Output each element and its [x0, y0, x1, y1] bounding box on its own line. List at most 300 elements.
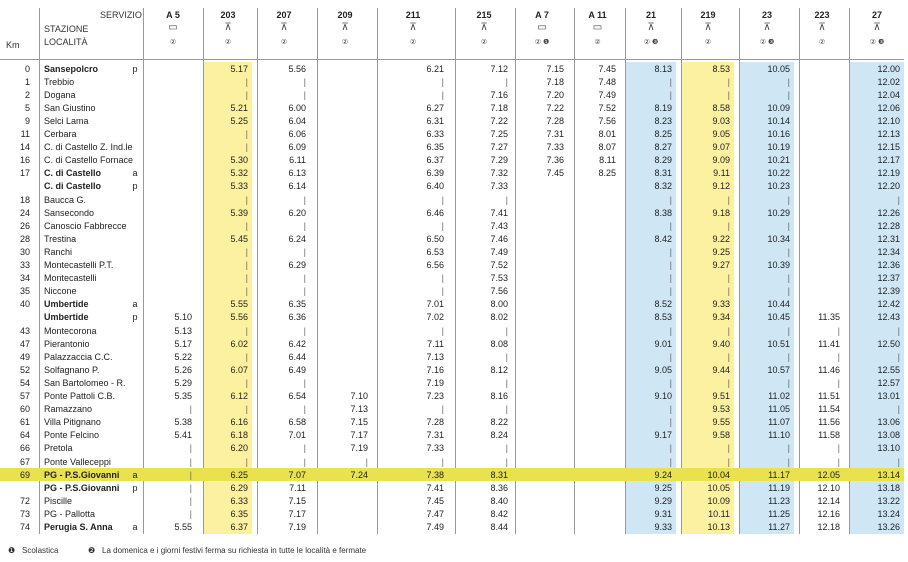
service-badge: ②	[818, 39, 826, 46]
departure-time: |	[303, 377, 306, 388]
arrival-departure	[130, 89, 140, 101]
departure-time: 5.55	[230, 299, 248, 310]
km-value: 73	[19, 508, 30, 519]
departure-time: 11.54	[818, 404, 840, 415]
departure-time: |	[245, 286, 248, 297]
arrival-departure	[130, 403, 140, 415]
departure-time: 7.56	[598, 115, 616, 126]
departure-time: 9.25	[654, 482, 672, 493]
departure-time: 12.14	[817, 495, 840, 506]
departure-time: 10.22	[767, 168, 790, 179]
departure-time: 8.07	[598, 142, 616, 153]
km-value: 9	[24, 115, 30, 126]
km-value: 35	[19, 286, 30, 297]
station-name: Umbertide	[44, 312, 89, 323]
departure-time: 8.40	[490, 495, 508, 506]
departure-time: |	[245, 273, 248, 284]
km-value	[8, 180, 30, 192]
departure-time: 7.20	[546, 89, 564, 100]
departure-time: 12.39	[877, 286, 900, 297]
station-name: PG - Pallotta	[44, 508, 96, 519]
departure-time: 12.26	[877, 207, 900, 218]
departure-time: |	[669, 194, 672, 205]
departure-time: 6.50	[426, 233, 444, 244]
departure-time: 7.36	[546, 155, 564, 166]
arrival-departure	[130, 364, 140, 376]
departure-time: 6.33	[230, 495, 248, 506]
km-value: 30	[19, 246, 30, 257]
departure-time: |	[669, 260, 672, 270]
service-number: 23	[761, 10, 772, 20]
station-name: Montecorona	[44, 325, 97, 336]
departure-time: 7.52	[490, 260, 508, 270]
km-value: 28	[19, 233, 30, 244]
departure-time: |	[787, 246, 790, 257]
departure-time: 5.38	[174, 417, 192, 428]
arrival-departure	[130, 351, 140, 363]
departure-time: 9.22	[712, 233, 730, 244]
column-separator	[143, 8, 144, 534]
departure-time: 7.17	[350, 430, 368, 441]
departure-time: 7.33	[546, 142, 564, 153]
arrival-departure	[130, 338, 140, 350]
departure-time: |	[441, 76, 444, 87]
departure-time: 12.04	[877, 89, 900, 100]
departure-time: 7.01	[288, 430, 306, 441]
station-name: Niccone	[44, 286, 77, 297]
service-number: 223	[814, 10, 830, 20]
departure-time: 8.12	[490, 364, 508, 375]
departure-time: |	[505, 443, 508, 454]
departure-time: 10.44	[767, 299, 790, 310]
departure-time: 13.18	[877, 482, 900, 493]
departure-time: 9.55	[712, 417, 730, 428]
station-name: San Giustino	[44, 102, 96, 113]
column-separator	[625, 8, 626, 534]
departure-time: 6.46	[426, 207, 444, 218]
departure-time: 9.29	[654, 495, 672, 506]
train-icon: ⊼	[341, 22, 349, 33]
departure-time: |	[669, 443, 672, 454]
station-name: Ranchi	[44, 246, 73, 257]
departure-time: |	[245, 129, 248, 139]
station-name: Trestina	[44, 233, 77, 244]
departure-time: |	[837, 351, 840, 362]
departure-time: |	[245, 142, 248, 153]
service-number: 27	[871, 10, 882, 20]
departure-time: 9.53	[712, 404, 730, 415]
departure-time: 6.21	[426, 63, 444, 74]
service-badge: ②	[594, 39, 601, 46]
departure-time: 5.56	[230, 312, 248, 323]
service-badge: ②	[704, 39, 712, 46]
departure-time: 8.58	[712, 102, 730, 113]
departure-time: 7.15	[288, 495, 306, 506]
train-icon: ⊼	[873, 22, 881, 33]
departure-time: 6.42	[288, 338, 306, 349]
departure-time: 10.04	[707, 469, 730, 480]
departure-time: 7.15	[546, 63, 564, 74]
departure-time: 7.18	[546, 76, 564, 87]
station-name: C. di Castello Fornace	[44, 155, 134, 166]
arrival-departure	[130, 233, 140, 245]
departure-time: |	[303, 273, 306, 284]
train-icon: ⊼	[409, 22, 417, 33]
departure-time: 5.17	[174, 338, 192, 349]
service-number: 21	[645, 10, 656, 20]
km-value: 67	[19, 456, 30, 467]
departure-time: |	[245, 220, 248, 231]
service-number: 219	[700, 10, 716, 20]
departure-time: 9.11	[713, 168, 730, 179]
departure-time: |	[245, 404, 248, 415]
header-separator	[0, 59, 904, 60]
departure-time: |	[787, 443, 790, 454]
departure-time: |	[441, 220, 444, 231]
departure-time: 9.05	[712, 129, 730, 139]
departure-time: 6.00	[288, 102, 306, 113]
departure-time: 9.10	[654, 391, 672, 401]
departure-time: |	[669, 246, 672, 257]
departure-time: |	[787, 456, 790, 467]
departure-time: 12.02	[877, 76, 900, 87]
departure-time: 10.05	[767, 63, 790, 74]
service-badge: ②	[224, 39, 232, 46]
service-badge: ② ❶	[534, 39, 550, 46]
departure-time: 6.07	[230, 364, 248, 375]
departure-time: 9.03	[712, 115, 730, 126]
arrival-departure	[130, 285, 140, 297]
departure-time: 7.24	[350, 469, 368, 480]
station-name: Ponte Felcino	[44, 430, 100, 441]
station-name: Montecastelli	[44, 273, 97, 284]
departure-time: 11.27	[768, 522, 790, 532]
departure-time: 8.25	[654, 129, 672, 139]
departure-time: 10.19	[767, 142, 790, 153]
station-name: Cerbara	[44, 129, 77, 139]
km-value: 26	[19, 220, 30, 231]
departure-time: 9.33	[654, 522, 672, 532]
departure-time: |	[897, 194, 900, 205]
departure-time: |	[245, 89, 248, 100]
departure-time: 12.00	[877, 63, 900, 74]
departure-time: 9.31	[654, 508, 672, 519]
train-icon: ⊼	[224, 22, 232, 33]
departure-time: |	[505, 404, 508, 415]
service-badge: ②	[341, 39, 349, 46]
departure-time: 12.06	[877, 102, 900, 113]
departure-time: 6.18	[230, 430, 248, 441]
train-icon: ⊼	[818, 22, 826, 33]
arrival-departure	[130, 207, 140, 219]
departure-time: 9.34	[712, 312, 730, 323]
departure-time: 7.43	[490, 220, 508, 231]
departure-time: 8.32	[654, 181, 672, 192]
departure-time: |	[727, 377, 730, 388]
column-separator	[574, 8, 575, 534]
departure-time: 7.49	[490, 246, 508, 257]
arrival-departure	[130, 102, 140, 114]
departure-time: |	[303, 456, 306, 467]
km-value: 33	[19, 260, 30, 270]
arrival-departure: p	[132, 482, 138, 493]
departure-time: 8.29	[654, 155, 672, 166]
departure-time: 6.24	[288, 233, 306, 244]
departure-time: 9.01	[654, 338, 672, 349]
departure-time: 6.49	[288, 364, 306, 375]
departure-time: |	[669, 456, 672, 467]
departure-time: 8.25	[598, 168, 616, 179]
departure-time: 5.45	[230, 233, 248, 244]
departure-time: |	[787, 89, 790, 100]
departure-time: 8.53	[712, 63, 730, 74]
departure-time: 7.49	[426, 522, 444, 532]
departure-time: 7.22	[546, 102, 564, 113]
departure-time: |	[669, 286, 672, 297]
departure-time: 9.51	[712, 391, 730, 401]
departure-time: 9.24	[654, 469, 672, 480]
departure-time: 12.43	[877, 312, 900, 323]
column-separator	[799, 8, 800, 534]
departure-time: 6.11	[289, 155, 306, 166]
departure-time: 13.08	[877, 430, 900, 441]
km-value: 43	[19, 325, 30, 336]
departure-time: 5.29	[174, 377, 192, 388]
departure-time: |	[303, 286, 306, 297]
departure-time: 7.45	[598, 63, 616, 74]
departure-time: |	[441, 456, 444, 467]
departure-time: 8.31	[490, 469, 508, 480]
service-badge: ②	[409, 39, 417, 46]
km-label: Km	[6, 40, 20, 50]
departure-time: 12.19	[877, 168, 900, 179]
km-value: 1	[24, 76, 30, 87]
departure-time: |	[669, 76, 672, 87]
station-name: Selci Lama	[44, 115, 89, 126]
train-icon: ⊼	[704, 22, 712, 33]
departure-time: 12.34	[877, 246, 900, 257]
departure-time: |	[727, 76, 730, 87]
service-number: 209	[337, 10, 353, 20]
departure-time: 7.25	[490, 129, 508, 139]
departure-time: |	[787, 220, 790, 231]
departure-time: |	[727, 351, 730, 362]
departure-time: |	[505, 76, 508, 87]
departure-time: 9.07	[712, 142, 730, 153]
departure-time: 12.13	[877, 129, 900, 139]
departure-time: 6.02	[230, 338, 248, 349]
departure-time: 13.22	[877, 495, 900, 506]
departure-time: 6.31	[426, 115, 444, 126]
departure-time: 11.17	[768, 469, 790, 480]
departure-time: 12.28	[877, 220, 900, 231]
departure-time: 8.38	[654, 207, 672, 218]
km-value: 49	[19, 351, 30, 362]
station-name: Sansecondo	[44, 207, 95, 218]
departure-time: 12.36	[877, 260, 900, 270]
departure-time: |	[245, 456, 248, 467]
departure-time: 6.44	[288, 351, 306, 362]
departure-time: 7.02	[426, 312, 444, 323]
departure-time: 8.22	[490, 417, 508, 428]
departure-time: 9.33	[712, 299, 730, 310]
departure-time: |	[303, 76, 306, 87]
km-value: 69	[19, 469, 30, 480]
column-separator	[739, 8, 740, 534]
departure-time: 8.36	[490, 482, 508, 493]
departure-time: |	[441, 194, 444, 205]
departure-time: 6.29	[230, 482, 248, 493]
departure-time: |	[669, 325, 672, 336]
departure-time: 6.39	[426, 168, 444, 179]
station-name: Dogana	[44, 89, 76, 100]
departure-time: 8.44	[490, 522, 508, 532]
departure-time: |	[787, 286, 790, 297]
departure-time: 9.40	[712, 338, 730, 349]
departure-time: 5.10	[174, 312, 192, 323]
departure-time: |	[897, 456, 900, 467]
station-name: PG - P.S.Giovanni	[44, 469, 120, 480]
departure-time: 11.51	[818, 391, 840, 401]
departure-time: 6.27	[426, 102, 444, 113]
arrival-departure	[130, 76, 140, 88]
station-name: Trebbio	[44, 76, 75, 87]
departure-time: |	[837, 456, 840, 467]
departure-time: 11.02	[768, 391, 790, 401]
departure-time: |	[245, 377, 248, 388]
departure-time: 11.23	[768, 495, 790, 506]
departure-time: 7.07	[288, 469, 306, 480]
departure-time: 6.35	[426, 142, 444, 153]
departure-time: |	[441, 404, 444, 415]
arrival-departure	[130, 141, 140, 153]
departure-time: 7.38	[426, 469, 444, 480]
km-value: 17	[19, 168, 30, 179]
departure-time: 7.23	[426, 391, 444, 401]
arrival-departure	[130, 377, 140, 389]
departure-time: |	[505, 351, 508, 362]
departure-time: 6.12	[230, 391, 248, 401]
departure-time: 7.12	[490, 63, 508, 74]
departure-time: 12.57	[877, 377, 900, 388]
departure-time: |	[787, 325, 790, 336]
departure-time: 6.37	[230, 522, 248, 532]
departure-time: 10.39	[767, 260, 790, 270]
arrival-departure: a	[132, 522, 138, 532]
departure-time: |	[727, 286, 730, 297]
departure-time: 10.21	[767, 155, 790, 166]
departure-time: 6.20	[230, 443, 248, 454]
train-icon: ⊼	[763, 22, 771, 33]
departure-time: 8.13	[654, 63, 672, 74]
departure-time: |	[727, 220, 730, 231]
departure-time: 11.56	[818, 417, 840, 428]
departure-time: 7.19	[426, 377, 444, 388]
departure-time: 5.55	[174, 522, 192, 532]
arrival-departure	[130, 220, 140, 232]
departure-time: 7.18	[490, 102, 508, 113]
localita-label: LOCALITÀ	[44, 37, 88, 47]
departure-time: 5.30	[230, 155, 248, 166]
station-name: Ponte Pattoli C.B.	[44, 391, 116, 401]
bus-icon: ▭	[168, 22, 178, 33]
departure-time: 10.11	[708, 508, 730, 519]
station-name: C. di Castello Z. Ind.le	[44, 142, 133, 153]
station-name: C. di Castello	[44, 168, 102, 179]
departure-time: 7.13	[350, 404, 368, 415]
departure-time: 8.31	[654, 168, 672, 179]
departure-time: 9.58	[712, 430, 730, 441]
departure-time: 5.17	[230, 63, 248, 74]
station-name: Palazzaccia C.C.	[44, 351, 113, 362]
departure-time: 9.17	[654, 430, 672, 441]
departure-time: |	[669, 404, 672, 415]
departure-time: 5.41	[174, 430, 192, 441]
departure-time: |	[727, 89, 730, 100]
km-value: 60	[19, 404, 30, 415]
departure-time: 5.56	[288, 63, 306, 74]
service-number: A 5	[166, 10, 180, 20]
km-value: 0	[24, 63, 30, 74]
km-value: 5	[24, 102, 30, 113]
station-name: Pierantonio	[44, 338, 90, 349]
departure-time: 8.42	[490, 508, 508, 519]
departure-time: 12.05	[817, 469, 840, 480]
departure-time: |	[189, 443, 192, 454]
arrival-departure	[130, 495, 140, 507]
departure-time: |	[669, 273, 672, 284]
departure-time: 10.29	[767, 207, 790, 218]
departure-time: |	[505, 325, 508, 336]
departure-time: 7.16	[490, 89, 508, 100]
departure-time: 10.57	[767, 364, 790, 375]
departure-time: 6.20	[288, 207, 306, 218]
departure-time: 12.10	[817, 482, 840, 493]
stazione-label: STAZIONE	[44, 24, 89, 34]
departure-time: 7.11	[289, 482, 306, 493]
column-separator	[681, 8, 682, 534]
departure-time: |	[837, 377, 840, 388]
departure-time: 7.28	[546, 115, 564, 126]
train-icon: ⊼	[480, 22, 488, 33]
departure-time: |	[245, 76, 248, 87]
column-separator	[257, 8, 258, 534]
departure-time: |	[303, 325, 306, 336]
station-name: Montecastelli P.T.	[44, 260, 114, 270]
departure-time: |	[669, 89, 672, 100]
departure-time: |	[245, 351, 248, 362]
departure-time: 7.41	[490, 207, 508, 218]
departure-time: 7.33	[426, 443, 444, 454]
departure-time: |	[505, 194, 508, 205]
departure-time: |	[669, 417, 672, 428]
departure-time: 5.13	[174, 325, 192, 336]
departure-time: 6.09	[288, 142, 306, 153]
departure-time: 7.46	[490, 233, 508, 244]
departure-time: 13.01	[877, 391, 900, 401]
arrival-departure	[130, 390, 140, 402]
departure-time: 11.58	[818, 430, 840, 441]
station-name: San Bartolomeo - R.	[44, 377, 126, 388]
km-value: 61	[19, 417, 30, 428]
departure-time: 7.31	[426, 430, 444, 441]
arrival-departure	[130, 416, 140, 428]
arrival-departure	[130, 154, 140, 166]
note-symbol: ❶	[8, 546, 16, 555]
departure-time: 8.11	[599, 155, 616, 166]
arrival-departure	[130, 115, 140, 127]
departure-time: 7.48	[598, 76, 616, 87]
